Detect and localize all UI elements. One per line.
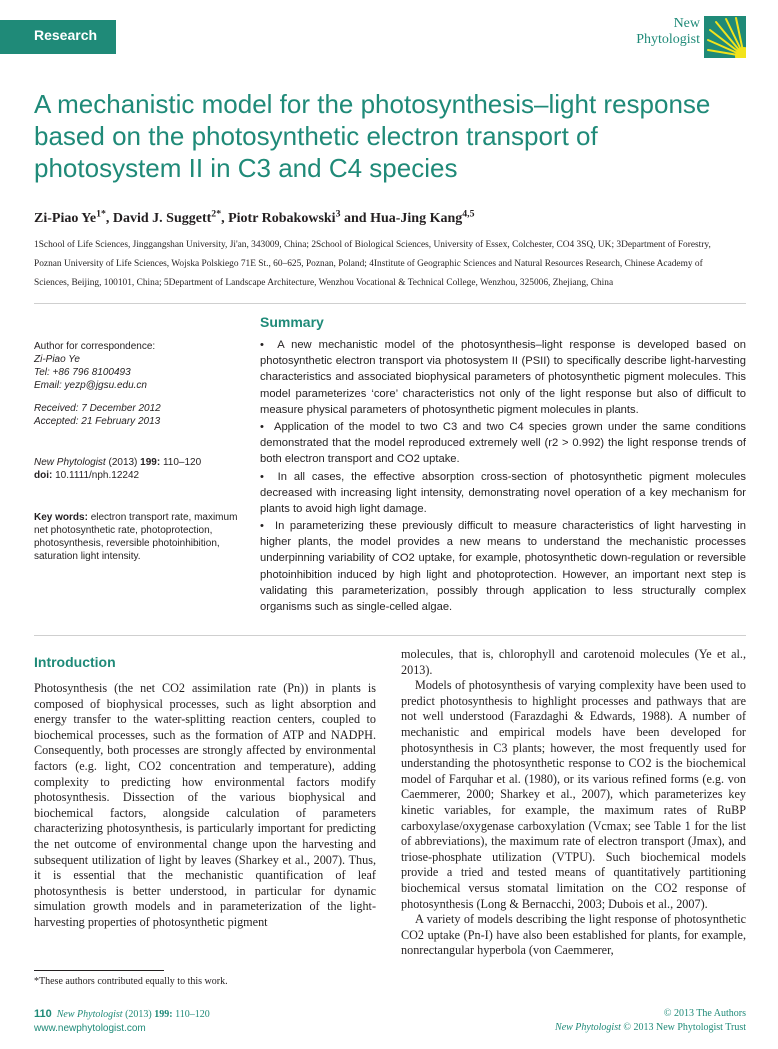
footer-volume: 199: (154, 1009, 173, 1020)
summary-bullet: • Application of the model to two C3 and two C4 species grown under the same conditions demonstrated that the model reproduced extremely well (r2 > 0.992) the light response trends of both electron transport and CO2 uptake. (260, 421, 746, 466)
footer-copyright: © 2013 The Authors (663, 1008, 746, 1019)
author-affil-sup: 2* (211, 208, 222, 220)
citation-volume: 199: (140, 457, 161, 468)
article-title (34, 88, 744, 184)
summary-bullet-text: In parameterizing these previously difficult to measure characteristics of light harvesting in higher plants, the model provides a new means to understand the mechanistic processes underpinning variability of CO2 uptake, for example, photosynthetic down-regulation or reversible photoinhibition induced by high light and photoprotection. However, an important next step is validating this parameterization, possibly through application to less structurally complex organisms such as single-celled algae. (260, 520, 746, 614)
doi-link[interactable]: 10.1111/nph.12242 (55, 470, 140, 481)
footer-left (34, 1007, 210, 1036)
intro-right-paragraph: A variety of models describing the light response of photosynthetic CO2 uptake (Pn-I) have also been established for plants, for example, nonrectangular hyperbola (von Caemmerer, (401, 912, 746, 958)
summary-bullet: • A new mechanistic model of the photosynthesis–light response is developed based on photosynthetic electron transport via photosystem II (PSII) to specifically describe light-harvesting characteristics and associated biophysical parameters of photosynthetic pigment molecules. This model parameterizes ‘core’ characteristics not only of the light response but also of difficult to measure physical parameters of photosynthetic pigment molecules in plants. (260, 339, 747, 416)
intro-right-column (401, 647, 746, 959)
section-label: Research (34, 27, 98, 43)
correspondence-name: Zi-Piao Ye (34, 354, 80, 365)
footer-pages: 110–120 (175, 1009, 210, 1020)
footer-right (555, 1007, 746, 1035)
citation-journal: New Phytologist (34, 457, 106, 468)
author-list: Zi-Piao $Ye^{1*}$, David J. Suggett$^{2*}$, Piotr Robakowski$^3$ and Hua-Jing Kang$^{4,5}$ (34, 208, 475, 226)
summary-bullet: • In parameterizing these previously difficult to measure characteristics of light harvesting in higher plants, the model provides a new means to understand the mechanistic processes underpinning variability of CO2 uptake, for example, photosynthetic down-regulation or reversible photoinhibition induced by high light and photoprotection. However, an important next step is validating this parameterization, possibly through application to less structurally complex organisms such as single-celled algae. (260, 520, 746, 614)
intro-left-paragraph: Photosynthesis (the net CO2 assimilation rate (Pn)) in plants is composed of biophysical processes, such as light absorption and energy transfer to the water-splitting reaction centers, coupled to biochemical processes, such as the formation of ATP and NADPH. Consequently, both processes are strongly affected by environmental factors (e.g. light, CO2 concentration and temperature), adding complexity to predicting how environmental factors modify photosynthesis. Dissection of the various biophysical and biochemical factors, alongside calculation of parameters characterizing photosynthesis, is particularly important for predicting the net outcome of environmental change upon the harvesting and subsequent utilization of light by leaves (Sharkey et al., 2007). Thus, it is essential that the mechanistic quantification of leaf photosynthesis is better understood, in particular for dynamic simulation growth models and in parameterization of the light-harvesting properties of photosynthetic pigment (34, 681, 376, 929)
author-affil-sup: 4,5 (462, 208, 475, 220)
citation-year: (2013) (108, 457, 138, 468)
correspondence-email[interactable]: Email: yezp@jgsu.edu.cn (34, 380, 147, 391)
section-tab (0, 20, 116, 54)
affiliations: 1School of Life Sciences, Jinggangshan University, Ji'an, 343009, China; 2School of Biological Sciences, University of Essex, Colchester, CO4 3SQ, UK; 3Department of Forestry, Poznan University of Life Sciences, Wojska Polskiego 71E St., 60–625, Poznan, Poland; 4Institute of Geographic Sciences and Natural Resources Research, Chinese Academy of Sciences, Beijing, 100101, China; 5Department of Landscape Architecture, Wenzhou Vocational & Technical College, Wenzhou, 325006, Zhejiang, China (34, 240, 711, 288)
keywords-block (34, 511, 240, 563)
footer-year: (2013) (125, 1009, 152, 1020)
summary-bullet-text: Application of the model to two C3 and two C4 species grown under the same conditions demonstrated that the model reproduced extremely well (r2 > 0.992) the light response trends of both electron transport and CO2 uptake. (260, 421, 746, 466)
introduction-heading: Introduction (34, 654, 116, 670)
citation-pages: 110–120 (162, 457, 202, 468)
received-date: Received: 7 December 2012 (34, 403, 161, 414)
summary-bullet-text: In all cases, the effective absorption cross-section of photosynthetic pigment molecules decreased with increasing light intensity, demonstrating novel operation of a key mechanism for plants to avoid high light damage. (260, 471, 746, 516)
dates-block (34, 402, 161, 428)
author-name: Piotr Robakowski (228, 211, 336, 226)
intro-right-paragraph: molecules, that is, chlorophyll and carotenoid molecules (Ye et al., 2013). (401, 647, 746, 677)
keywords-label: Key words: (34, 512, 88, 523)
journal-logo-line1: New (673, 16, 700, 31)
author-name: Hua-Jing Kang (370, 211, 463, 226)
journal-logo-text (636, 16, 700, 48)
journal-sun-logo-icon (704, 16, 746, 58)
accepted-date: Accepted: 21 February 2013 (34, 416, 161, 427)
correspondence-tel: Tel: +86 796 8100493 (34, 367, 131, 378)
divider (34, 635, 746, 636)
summary-bullet: • In all cases, the effective absorption cross-section of photosynthetic pigment molecules decreased with increasing light intensity, demonstrating novel operation of a key mechanism for plants to avoid high light damage. (260, 471, 746, 516)
author-affil-sup: 3 (335, 208, 341, 220)
page-number: 110 (34, 1008, 52, 1020)
footer-trust: © 2013 New Phytologist Trust (623, 1022, 746, 1033)
citation-block (34, 456, 201, 482)
summary-bullet-text: A new mechanistic model of the photosynthesis–light response is developed based on photosynthetic electron transport via photosystem II (PSII) to specifically describe light-harvesting characteristics and associated biophysical parameters of photosynthetic pigment molecules. This model parameterizes ‘core’ characteristics not only of the light response but also of difficult to measure physical parameters of photosynthetic pigment molecules in plants. (260, 339, 747, 416)
article-title-text: A mechanistic model for the photosynthesis–light response based on the photosynthetic electron transport of photosystem II in C3 and C4 species (34, 89, 711, 183)
keywords-text: electron transport rate, maximum net photosynthetic rate, photoprotection, photosynthesis, reversible photoinhibition, saturation light intensity. (34, 512, 238, 562)
correspondence-label: Author for correspondence: (34, 341, 156, 352)
footer-url-link[interactable]: www.newphytologist.com (34, 1023, 146, 1034)
footer-trust-journal: New Phytologist (555, 1022, 621, 1033)
footnote-rule (34, 970, 164, 971)
author-name: David J. Suggett (112, 211, 212, 226)
journal-logo-line2: Phytologist (636, 32, 700, 47)
footnote: *These authors contributed equally to this work. (34, 976, 228, 987)
divider (34, 303, 746, 304)
author-name: Zi-Piao Ye (34, 211, 97, 226)
author-affil-sup: 1* (96, 208, 106, 220)
summary-heading: Summary (260, 314, 324, 330)
intro-right-paragraph: Models of photosynthesis of varying complexity have been used to predict photosynthesis to highlight processes and pathways that are not well understood (Farazdaghi & Edwards, 1988). A number of mechanistic and empirical models have been developed for photosynthesis in C3 plants; however, the most frequently used for understanding the photosynthetic response to CO2 is the biochemical model of Farquhar et al. (1980), or its various refined forms (e.g. von Caemmerer, 2000; Sharkey et al., 2007), which parameterizes key kinetic variables, for example, the maximum rates of RuBP carboxylase/oxygenase carboxylation (Vcmax; see Table 1 for the list of abbreviations), the maximum rate of electron transport (Jmax), and triose-phosphate utilization (VTPU). Such biochemical models provide a tried and tested means of quantitatively partitioning biochemical versus stomatal limitation on the CO2 response of photosynthesis (Long & Bernacchi, 2003; Dubois et al., 2007). (401, 678, 746, 911)
doi-label: doi: (34, 470, 53, 481)
footer-journal: New Phytologist (56, 1009, 123, 1020)
correspondence-block (34, 340, 155, 392)
